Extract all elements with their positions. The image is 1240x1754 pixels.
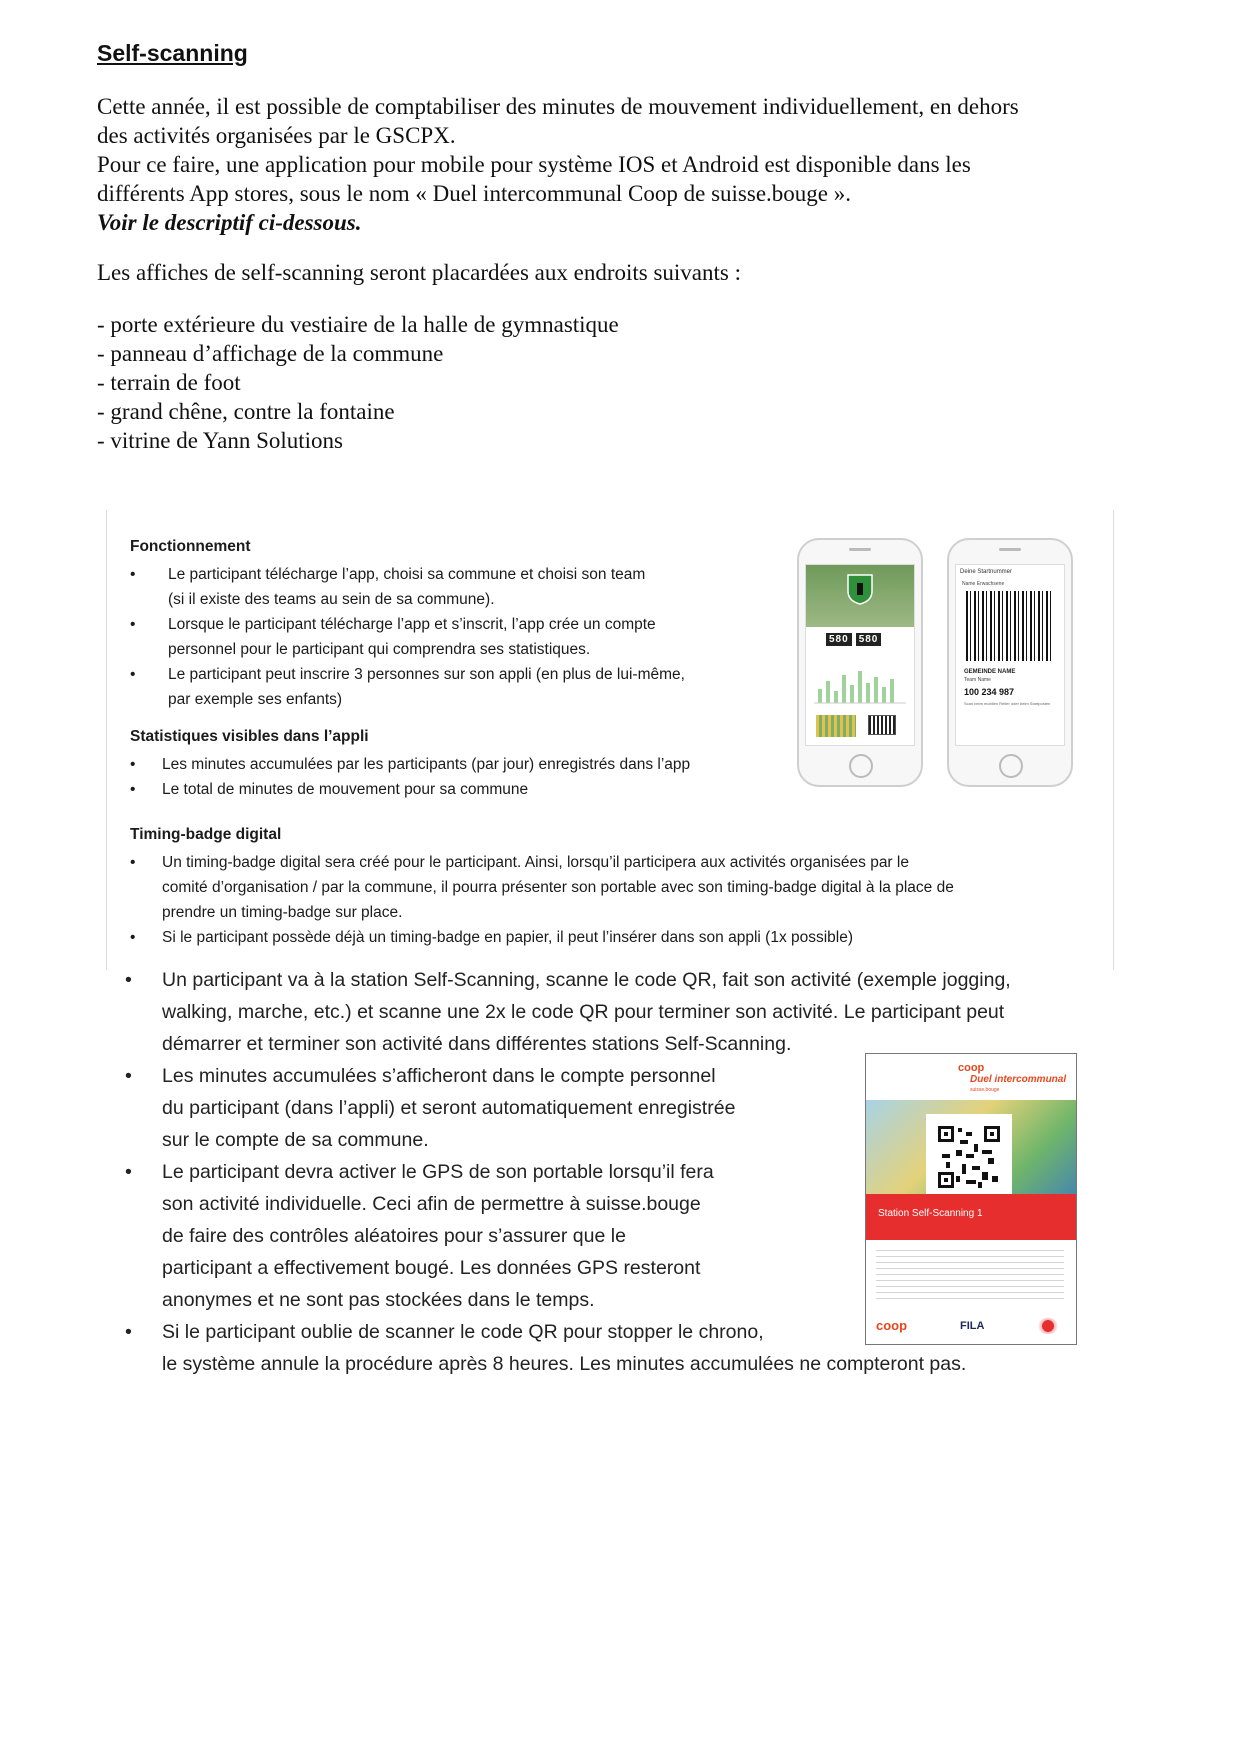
card-name: GEMEINDE NAME [964, 669, 1016, 675]
phone-screen [955, 564, 1065, 746]
intro-line: Cette année, il est possible de comptabiliser des minutes de mouvement individuellement, en dehors [97, 94, 1019, 119]
bullet-glyph: • [125, 1065, 132, 1087]
poster-fine-print [876, 1250, 1064, 1300]
item-text: participant a effectivement bougé. Les données GPS resteront [162, 1257, 701, 1279]
start-number-header: Deine Startnummer [960, 569, 1013, 575]
app-info-panel [106, 510, 1114, 970]
item-text: Un participant va à la station Self-Scanning, scanne le code QR, fait son activité (exemple jogging, [162, 969, 1011, 991]
section-heading-statistiques: Statistiques visibles dans l’appli [130, 728, 369, 745]
poster-footer-coop-logo: coop [876, 1318, 908, 1333]
item-text: du participant (dans l’appli) et seront automatiquement enregistrée [162, 1097, 736, 1119]
intro-line: des activités organisées par le GSCPX. [97, 123, 456, 148]
item-text: anonymes et ne sont pas stockées dans le temps. [162, 1289, 595, 1311]
item-text: Si le participant oublie de scanner le code QR pour stopper le chrono, [162, 1321, 764, 1343]
counter-row [826, 633, 881, 646]
speaker-icon [849, 548, 871, 551]
item-text: walking, marche, etc.) et scanne une 2x le code QR pour terminer son activité. Le participant peut [162, 1001, 1005, 1023]
item-text: personnel pour le participant qui comprendra ses statistiques. [168, 641, 591, 658]
item-text: prendre un timing-badge sur place. [162, 904, 403, 921]
phone-mockup-stats [797, 538, 923, 787]
bullet-glyph: • [125, 1321, 132, 1343]
home-button-icon [849, 754, 873, 778]
bullet-glyph: • [130, 756, 136, 773]
poster-headline: Duel intercommunal [970, 1074, 1067, 1085]
badge-thumbnail [816, 715, 856, 737]
bullet-glyph: • [130, 929, 136, 946]
bullet-glyph: • [130, 781, 136, 798]
home-button-icon [999, 754, 1023, 778]
minutes-counter: 580 [826, 633, 852, 646]
qr-thumbnail-icon [868, 715, 896, 735]
card-note: Scan beim mobilen Reiter oder beim Startposten [964, 701, 1051, 706]
item-text: Les minutes accumulées s’afficheront dans le compte personnel [162, 1065, 716, 1087]
item-text: démarrer et terminer son activité dans différentes stations Self-Scanning. [162, 1033, 792, 1055]
poster-tagline: suisse.bouge [970, 1087, 1000, 1093]
item-text: Un timing-badge digital sera créé pour le participant. Ainsi, lorsqu’il participera aux activités organisées par le [162, 854, 909, 871]
list-item [125, 964, 1085, 1060]
self-scanning-poster [865, 1053, 1077, 1345]
item-text: Lorsque le participant télécharge l’app et s’inscrit, l’app crée un compte [168, 616, 656, 633]
suisse-bouge-logo-icon [1036, 1318, 1060, 1334]
statistiques-list [130, 752, 750, 802]
poster-station-label: Station Self-Scanning 1 [878, 1208, 983, 1219]
qr-code-icon [926, 1114, 1012, 1202]
qr-panel [926, 1114, 1012, 1202]
item-text: comité d’organisation / par la commune, il pourra présenter son portable avec son timing-badge digital à la place de [162, 879, 954, 896]
fonctionnement-list [130, 562, 730, 712]
commune-crest-icon [846, 573, 874, 605]
list-item [130, 562, 730, 612]
list-item: - vitrine de Yann Solutions [97, 428, 343, 453]
section-heading-timing: Timing-badge digital [130, 826, 282, 843]
timing-list [130, 850, 1090, 950]
bullet-glyph: • [125, 969, 132, 991]
item-text: Le participant télécharge l’app, choisi sa commune et choisi son team [168, 566, 646, 583]
item-text: Le total de minutes de mouvement pour sa commune [162, 781, 529, 798]
list-item: - porte extérieure du vestiaire de la halle de gymnastique [97, 312, 619, 337]
item-text: Le participant devra activer le GPS de son portable lorsqu’il fera [162, 1161, 714, 1183]
list-item [130, 925, 1090, 950]
list-item [130, 752, 750, 777]
phone-screen [805, 564, 915, 746]
item-text: Si le participant possède déjà un timing-badge en papier, il peut l’insérer dans son appli (1x possible) [162, 929, 854, 946]
item-text: son activité individuelle. Ceci afin de permettre à suisse.bouge [162, 1193, 701, 1215]
list-item [130, 612, 730, 662]
list-item: - terrain de foot [97, 370, 241, 395]
bullet-glyph: • [130, 854, 136, 871]
list-item: - panneau d’affichage de la commune [97, 341, 444, 366]
bar-chart-icon [812, 661, 908, 705]
list-item [130, 777, 750, 802]
start-number: 100 234 987 [964, 687, 1015, 697]
list-item: - grand chêne, contre la fontaine [97, 399, 395, 424]
item-text: sur le compte de sa commune. [162, 1129, 429, 1151]
name-label: Name Erwachsene [962, 581, 1005, 587]
list-item [130, 662, 730, 712]
item-text: de faire des contrôles aléatoires pour s’assurer que le [162, 1225, 626, 1247]
see-below-note: Voir le descriptif ci-dessous. [97, 210, 362, 235]
intro-line: Pour ce faire, une application pour mobile pour système IOS et Android est disponible dans les [97, 152, 971, 177]
item-text: par exemple ses enfants) [168, 691, 343, 708]
poster-footer-fila-logo: FILA [960, 1320, 985, 1332]
card-team: Team Name [964, 677, 991, 683]
bullet-glyph: • [130, 566, 136, 583]
page-title: Self-scanning [97, 40, 248, 66]
barcode-image [966, 591, 1054, 661]
places-list [97, 310, 619, 455]
item-text: Les minutes accumulées par les participants (par jour) enregistrés dans l’app [162, 756, 691, 773]
section-heading-fonctionnement: Fonctionnement [130, 538, 251, 555]
item-text: (si il existe des teams au sein de sa commune). [168, 591, 495, 608]
minutes-counter: 580 [856, 633, 882, 646]
list-item [130, 850, 1090, 925]
poster-red-band [866, 1194, 1076, 1240]
item-text: le système annule la procédure après 8 heures. Les minutes accumulées ne compteront pas. [162, 1353, 967, 1375]
phone-mockup-barcode [947, 538, 1073, 787]
intro-line: différents App stores, sous le nom « Duel intercommunal Coop de suisse.bouge ». [97, 181, 852, 206]
bullet-glyph: • [130, 616, 136, 633]
bullet-glyph: • [125, 1161, 132, 1183]
speaker-icon [999, 548, 1021, 551]
poster-brand: coop [958, 1062, 985, 1074]
bullet-glyph: • [130, 666, 136, 683]
item-text: Le participant peut inscrire 3 personnes sur son appli (en plus de lui-même, [168, 666, 685, 683]
intro-paragraph [97, 92, 1157, 237]
places-intro: Les affiches de self-scanning seront placardées aux endroits suivants : [97, 260, 741, 285]
